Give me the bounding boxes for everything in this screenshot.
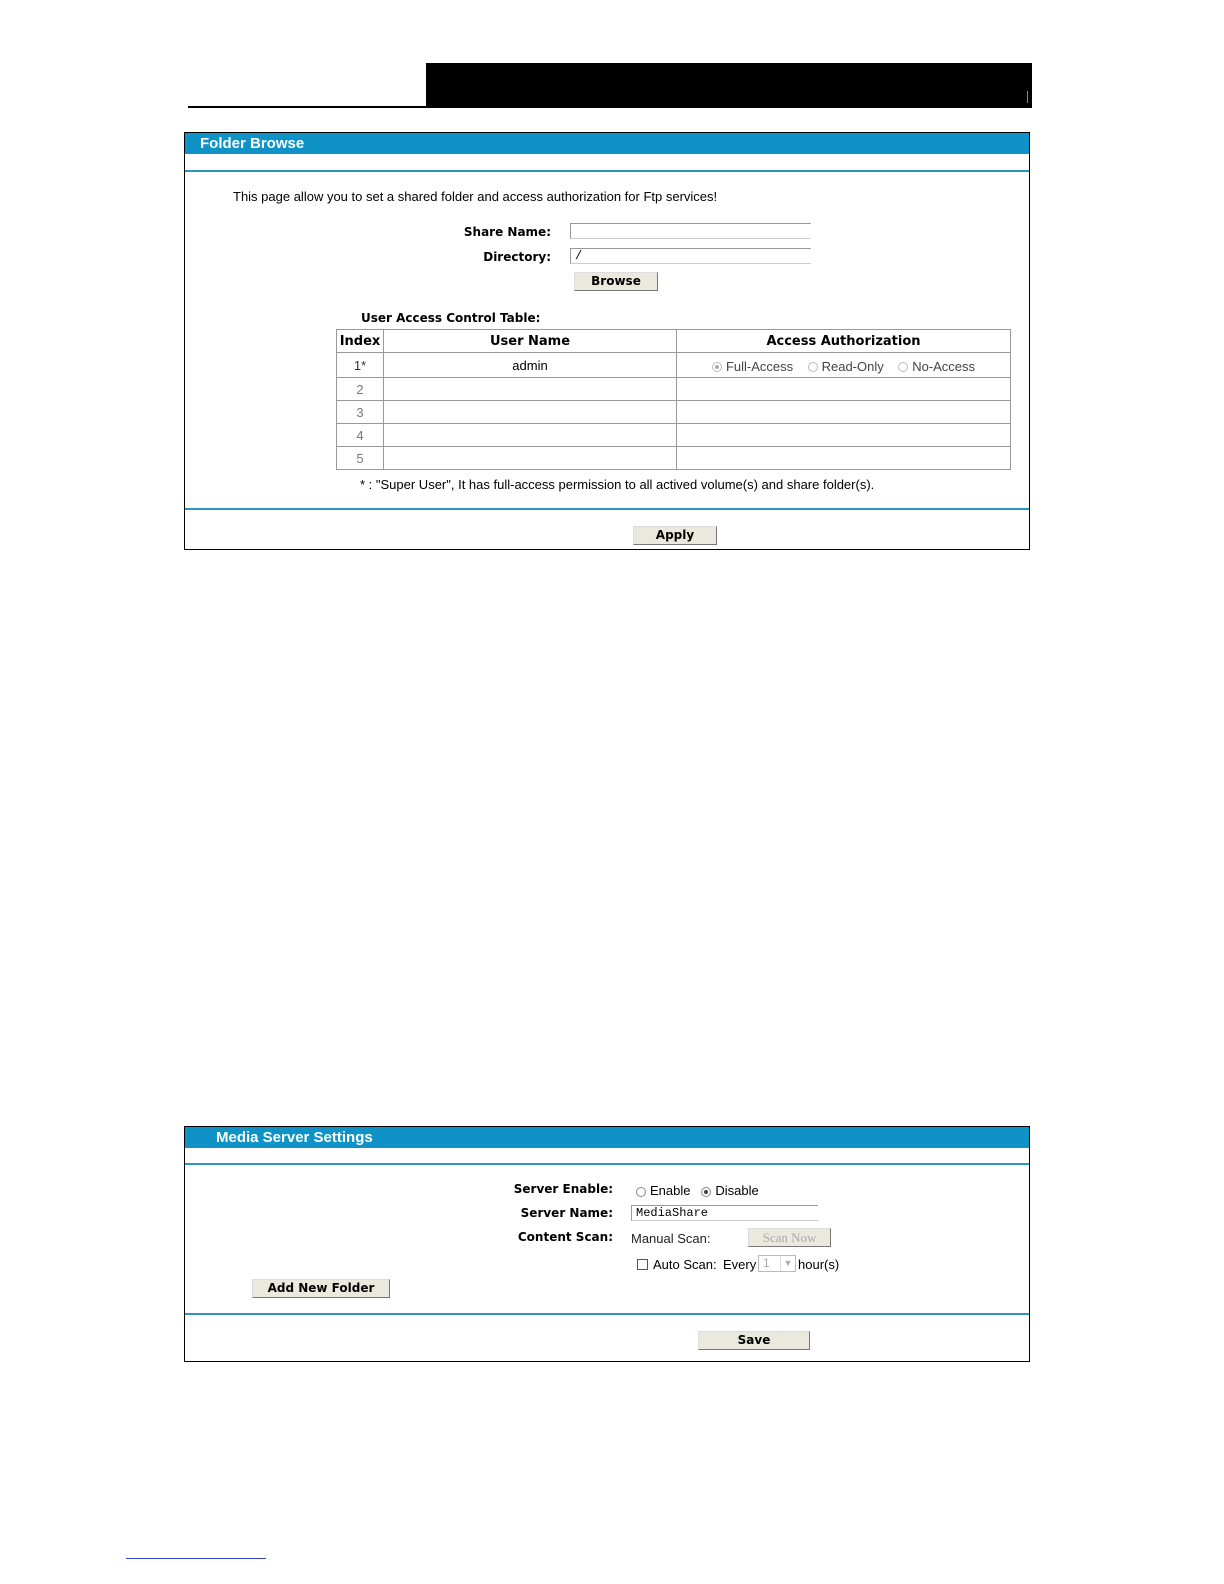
header-underline	[188, 106, 428, 108]
scan-now-button[interactable]: Scan Now	[748, 1228, 831, 1247]
row-index: 3	[337, 401, 384, 424]
row-access-options	[677, 424, 1011, 447]
auto-scan-label: Auto Scan:	[653, 1257, 717, 1272]
disable-radio[interactable]	[701, 1187, 711, 1197]
table-row	[337, 378, 1011, 401]
title-rule	[185, 1163, 1029, 1165]
hours-unit-label: hour(s)	[798, 1257, 840, 1272]
super-user-note: * : "Super User", It has full-access permission to all actived volume(s) and share folder(s).	[360, 477, 875, 492]
header-tick	[1027, 91, 1028, 103]
browse-button[interactable]: Browse	[574, 272, 658, 291]
footer-rule	[185, 508, 1029, 510]
header-bar	[426, 63, 1032, 108]
full-access-option[interactable]	[712, 359, 793, 374]
chevron-down-icon: ▼	[780, 1256, 795, 1271]
enable-label: Enable	[650, 1183, 691, 1198]
disable-option[interactable]	[701, 1183, 758, 1198]
table-row	[337, 353, 1011, 378]
full-access-radio[interactable]	[712, 362, 722, 372]
row-index: 1*	[337, 353, 384, 378]
read-only-option[interactable]	[808, 359, 884, 374]
row-access-options	[677, 401, 1011, 424]
row-user-name	[384, 424, 677, 447]
content-scan-label: Content Scan:	[517, 1230, 613, 1244]
column-user-name: User Name	[384, 330, 677, 353]
server-name-input[interactable]: MediaShare	[631, 1205, 818, 1221]
disable-label: Disable	[715, 1183, 759, 1198]
directory-input[interactable]: /	[570, 248, 811, 264]
table-row	[337, 447, 1011, 470]
manual-scan-label: Manual Scan:	[631, 1231, 711, 1246]
row-user-name	[384, 378, 677, 401]
full-access-label: Full-Access	[725, 358, 794, 374]
scan-interval-select[interactable]	[758, 1255, 796, 1272]
no-access-label: No-Access	[912, 358, 976, 374]
column-access-authorization: Access Authorization	[677, 330, 1011, 353]
row-access-options	[677, 447, 1011, 470]
row-access-options	[677, 378, 1011, 401]
no-access-radio[interactable]	[898, 362, 908, 372]
enable-radio[interactable]	[636, 1187, 646, 1197]
media-server-panel	[184, 1126, 1030, 1362]
no-access-option[interactable]	[898, 359, 975, 374]
row-index: 4	[337, 424, 384, 447]
folder-browse-panel	[184, 132, 1030, 550]
row-access-options	[677, 353, 1011, 378]
footer-rule	[185, 1313, 1029, 1315]
user-access-table	[336, 329, 1011, 470]
row-user-name	[384, 401, 677, 424]
table-row	[337, 424, 1011, 447]
media-server-title: Media Server Settings	[185, 1127, 1029, 1148]
every-label: Every	[723, 1257, 757, 1272]
read-only-radio[interactable]	[808, 362, 818, 372]
share-name-label: Share Name:	[463, 225, 551, 239]
column-index: Index	[337, 330, 384, 353]
server-name-label: Server Name:	[520, 1206, 613, 1220]
save-button[interactable]: Save	[698, 1331, 810, 1350]
auto-scan-checkbox[interactable]	[637, 1259, 648, 1270]
server-enable-label: Server Enable:	[513, 1182, 613, 1196]
enable-option[interactable]	[636, 1183, 690, 1198]
table-header-row	[337, 330, 1011, 353]
folder-browse-title: Folder Browse	[185, 133, 1029, 154]
row-user-name	[384, 447, 677, 470]
folder-browse-description: This page allow you to set a shared folder and access authorization for Ftp services!	[233, 189, 718, 204]
share-name-input[interactable]	[570, 223, 811, 239]
user-access-table-caption: User Access Control Table:	[361, 311, 541, 325]
add-new-folder-button[interactable]: Add New Folder	[252, 1279, 390, 1298]
row-index: 5	[337, 447, 384, 470]
scan-interval-value: 1	[763, 1256, 770, 1270]
table-row	[337, 401, 1011, 424]
server-enable-options	[636, 1183, 759, 1198]
directory-label: Directory:	[483, 250, 551, 264]
title-rule	[185, 170, 1029, 172]
footer-link-underline[interactable]	[126, 1558, 266, 1559]
row-index: 2	[337, 378, 384, 401]
read-only-label: Read-Only	[821, 358, 884, 374]
apply-button[interactable]: Apply	[633, 526, 717, 545]
row-user-name: admin	[384, 353, 677, 378]
